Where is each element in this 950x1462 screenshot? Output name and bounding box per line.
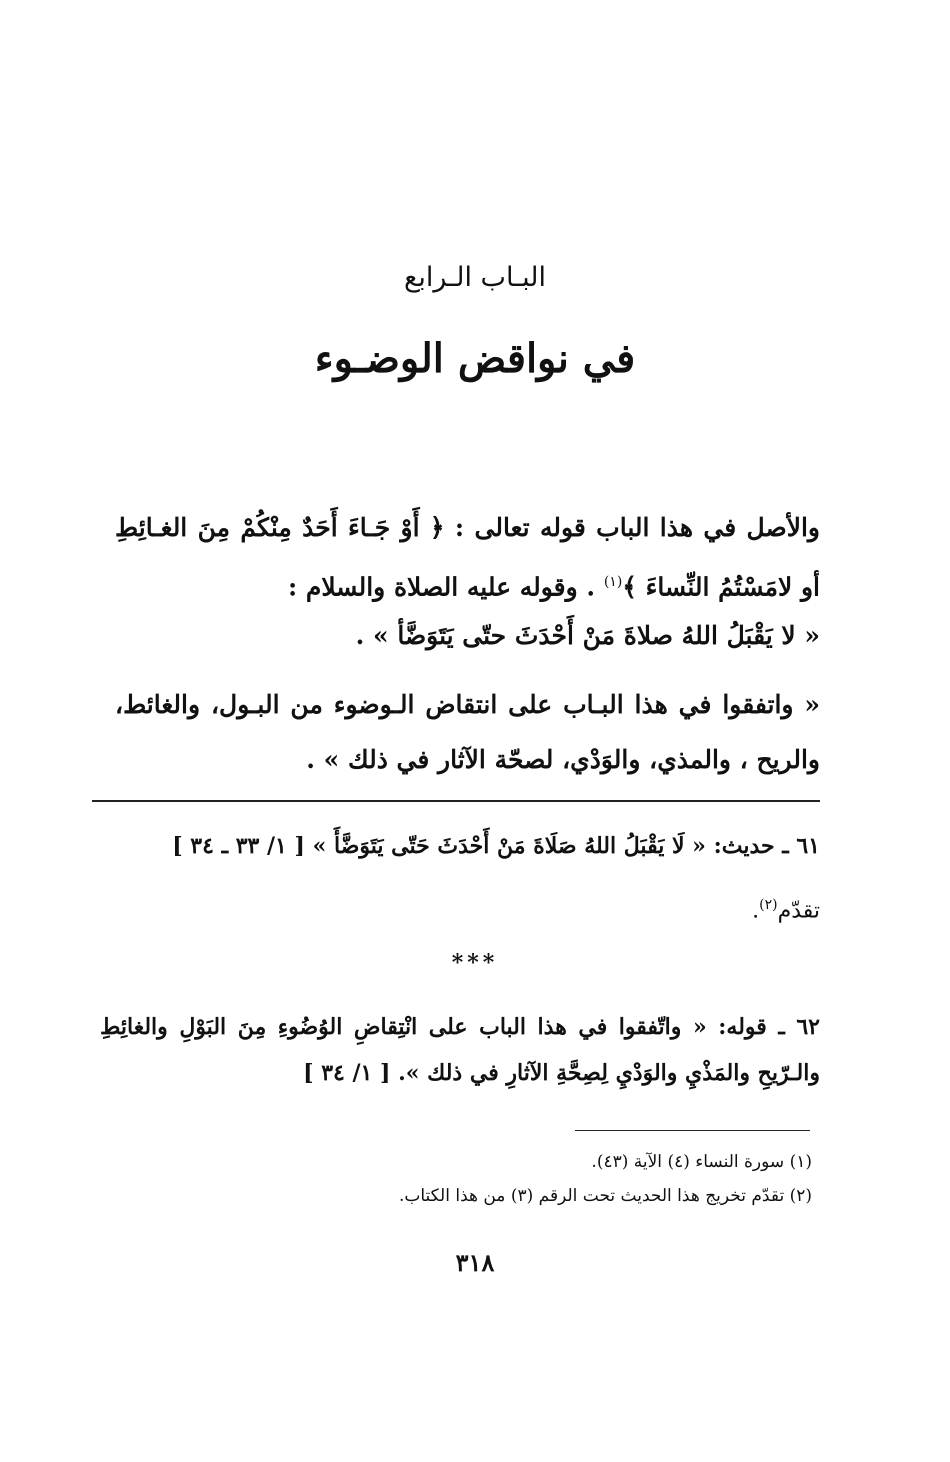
footnote-ref-1: (١) <box>603 574 623 590</box>
note-61-followup <box>100 882 820 934</box>
footnote-1: (١) سورة النساء (٤) الآية (٤٣). <box>591 1152 812 1172</box>
intro-tail: . وقوله عليه الصلاة والسلام : <box>287 572 604 602</box>
chapter-title: في نواقض الوضـوء <box>314 335 636 382</box>
footnote-divider <box>575 1130 810 1131</box>
hadith-quote: « لا يَقْبَلُ اللهُ صلاةَ مَنْ أَحْدَثَ حتّى يَتَوَضَّأ » . <box>355 621 820 650</box>
note-61-end: . <box>752 898 760 924</box>
chapter-label: البـاب الـرابع <box>404 262 546 293</box>
footnote-ref-2: (٢) <box>759 897 778 913</box>
intro-text: والأصل في هذا الباب قوله تعالى : ﴿ أَوْ جَـاءَ أَحَدٌ مِنْكُمْ مِنَ الغـائِطِ أو لامَسْتُمُ النِّساءَ ﴾ <box>115 513 820 602</box>
note-61: ٦١ ـ حديث: « لَا يَقْبَلُ اللهُ صَلَاةَ مَنْ أَحْدَثَ حَتّى يَتَوَضَّأَ » [ ١/ ٣٣ ـ ٣٤ ] <box>172 833 820 859</box>
note-62: ٦٢ ـ قوله: « واتّفقوا في هذا الباب على انْتِقاضِ الوُضُوءِ مِنَ البَوْلِ والغائِطِ والـرّيحِ والمَذْيِ والوَدْيِ لِصِحَّةِ الآثارِ في ذلك ». [ ١/ ٣٤ ] <box>100 1014 820 1086</box>
section-divider <box>92 800 820 802</box>
note-61-followup-text: تقدّم <box>777 898 820 924</box>
intro-paragraph <box>115 500 820 614</box>
agreement-paragraph: « واتفقوا في هذا البـاب على انتقاض الـوضوء من البـول، والغائط، والريح ، والمذي، والوَدْي، لصحّة الآثار في ذلك » . <box>115 690 820 774</box>
footnote-2: (٢) تقدّم تخريج هذا الحديث تحت الرقم (٣) من هذا الكتاب. <box>398 1186 812 1206</box>
page-number: ٣١٨ <box>455 1248 495 1277</box>
stars-separator: *** <box>451 950 499 976</box>
